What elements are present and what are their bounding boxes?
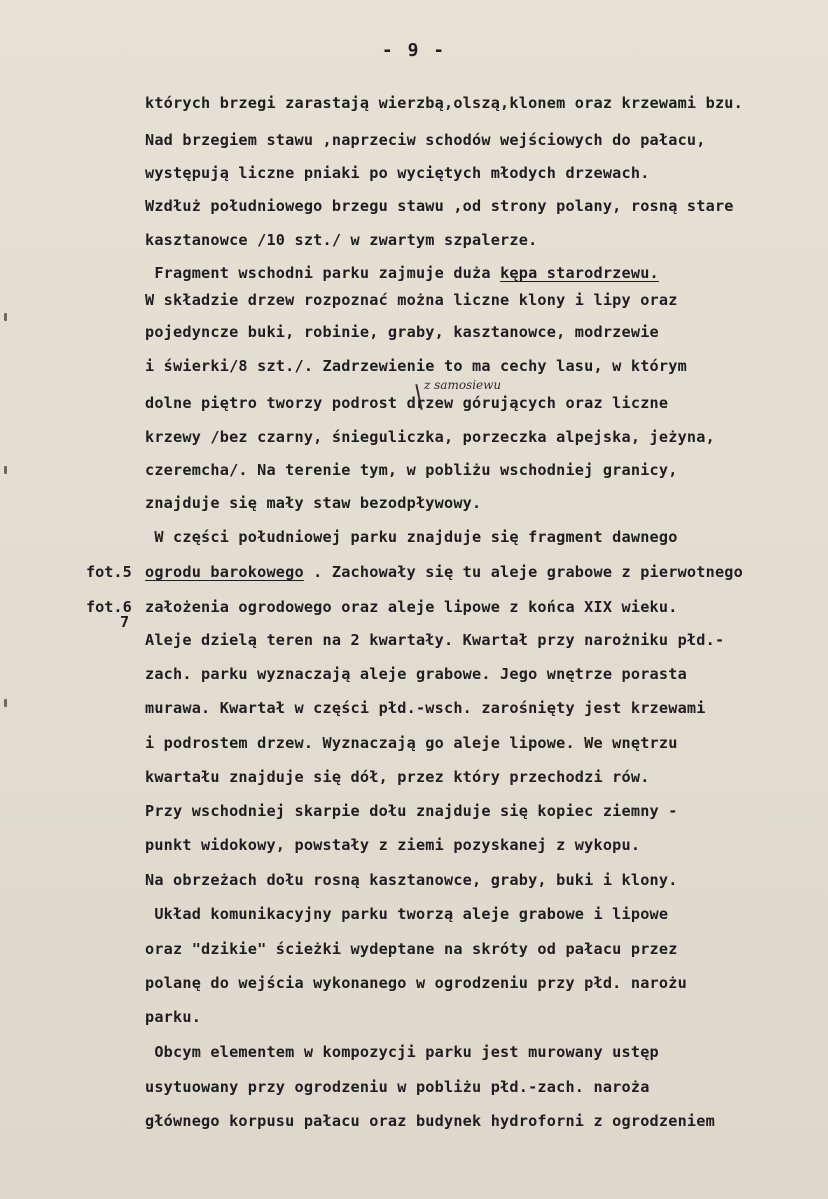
text-line-16: założenia ogrodowego oraz aleje lipowe z końca XIX wieku. — [145, 598, 678, 616]
text-line-20: i podrostem drzew. Wyznaczają go aleje lipowe. We wnętrzu — [145, 734, 678, 752]
text-line-2: Nad brzegiem stawu ,naprzeciw schodów wejściowych do pałacu, — [145, 131, 706, 149]
text-line-9: i świerki/8 szt./. Zadrzewienie to ma cechy lasu, w którym — [145, 357, 687, 375]
underlined-ogrodu-barokowego: ogrodu barokowego — [145, 563, 304, 581]
text-line-3: występują liczne pniaki po wyciętych młodych drzewach. — [145, 164, 650, 182]
text-line-12: czeremcha/. Na terenie tym, w pobliżu wschodniej granicy, — [145, 461, 678, 479]
text-line-14: W części południowej parku znajduje się fragment dawnego — [145, 528, 678, 546]
text-line-7: W składzie drzew rozpoznać można liczne klony i lipy oraz — [145, 291, 678, 309]
margin-note-fot5: fot.5 — [86, 563, 132, 581]
text-line-13: znajduje się mały staw bezodpływowy. — [145, 494, 482, 512]
text-line-31: głównego korpusu pałacu oraz budynek hydroforni z ogrodzeniem — [145, 1112, 715, 1130]
text-line-19: murawa. Kwartał w części płd.-wsch. zarośnięty jest krzewami — [145, 699, 706, 717]
text-line-27: polanę do wejścia wykonanego w ogrodzeniu przy płd. narożu — [145, 974, 687, 992]
punch-mark — [4, 313, 7, 321]
text-line-8: pojedyncze buki, robinie, graby, kasztanowce, modrzewie — [145, 323, 659, 341]
text-line-25: Układ komunikacyjny parku tworzą aleje grabowe i lipowe — [145, 905, 669, 923]
margin-note-7: 7 — [120, 613, 130, 631]
text-line-21: kwartału znajduje się dół, przez który przechodzi rów. — [145, 768, 650, 786]
text-line-26: oraz "dzikie" ścieżki wydeptane na skróty od pałacu przez — [145, 940, 678, 958]
text-line-6 — [145, 263, 659, 283]
text-line-5: kasztanowce /10 szt./ w zwartym szpalerze. — [145, 231, 538, 249]
text-line-15-end: . Zachowały się tu aleje grabowe z pierwotnego — [303, 563, 743, 581]
page-number: - 9 - — [381, 40, 447, 61]
punch-mark — [4, 699, 7, 707]
text-line-15 — [145, 562, 743, 582]
punch-mark — [4, 466, 7, 474]
handwritten-insertion: z samosiewu — [424, 378, 502, 392]
text-line-6-start: Fragment wschodni parku zajmuje duża — [145, 264, 501, 282]
text-line-28: parku. — [145, 1008, 202, 1026]
text-line-18: zach. parku wyznaczają aleje grabowe. Jego wnętrze porasta — [145, 665, 687, 683]
text-line-30: usytuowany przy ogrodzeniu w pobliżu płd.-zach. naroża — [145, 1078, 650, 1096]
text-line-10: dolne piętro tworzy podrost drzew górujących oraz liczne — [145, 394, 669, 412]
text-line-23: punkt widokowy, powstały z ziemi pozyskanej z wykopu. — [145, 836, 641, 854]
margin-note-fot6: fot.6 — [86, 598, 132, 616]
text-line-1: których brzegi zarastają wierzbą,olszą,klonem oraz krzewami bzu. — [145, 94, 743, 112]
text-line-17: Aleje dzielą teren na 2 kwartały. Kwartał przy narożniku płd.- — [145, 631, 725, 649]
text-line-24: Na obrzeżach dołu rosną kasztanowce, graby, buki i klony. — [145, 871, 678, 889]
text-line-4: Wzdłuż południowego brzegu stawu ,od strony polany, rosną stare — [145, 197, 734, 215]
text-line-22: Przy wschodniej skarpie dołu znajduje się kopiec ziemny - — [145, 802, 678, 820]
text-line-29: Obcym elementem w kompozycji parku jest murowany ustęp — [145, 1043, 659, 1061]
text-line-11: krzewy /bez czarny, śnieguliczka, porzeczka alpejska, jeżyna, — [145, 428, 715, 446]
underlined-kepa-starodrzewu: kępa starodrzewu. — [500, 264, 659, 282]
